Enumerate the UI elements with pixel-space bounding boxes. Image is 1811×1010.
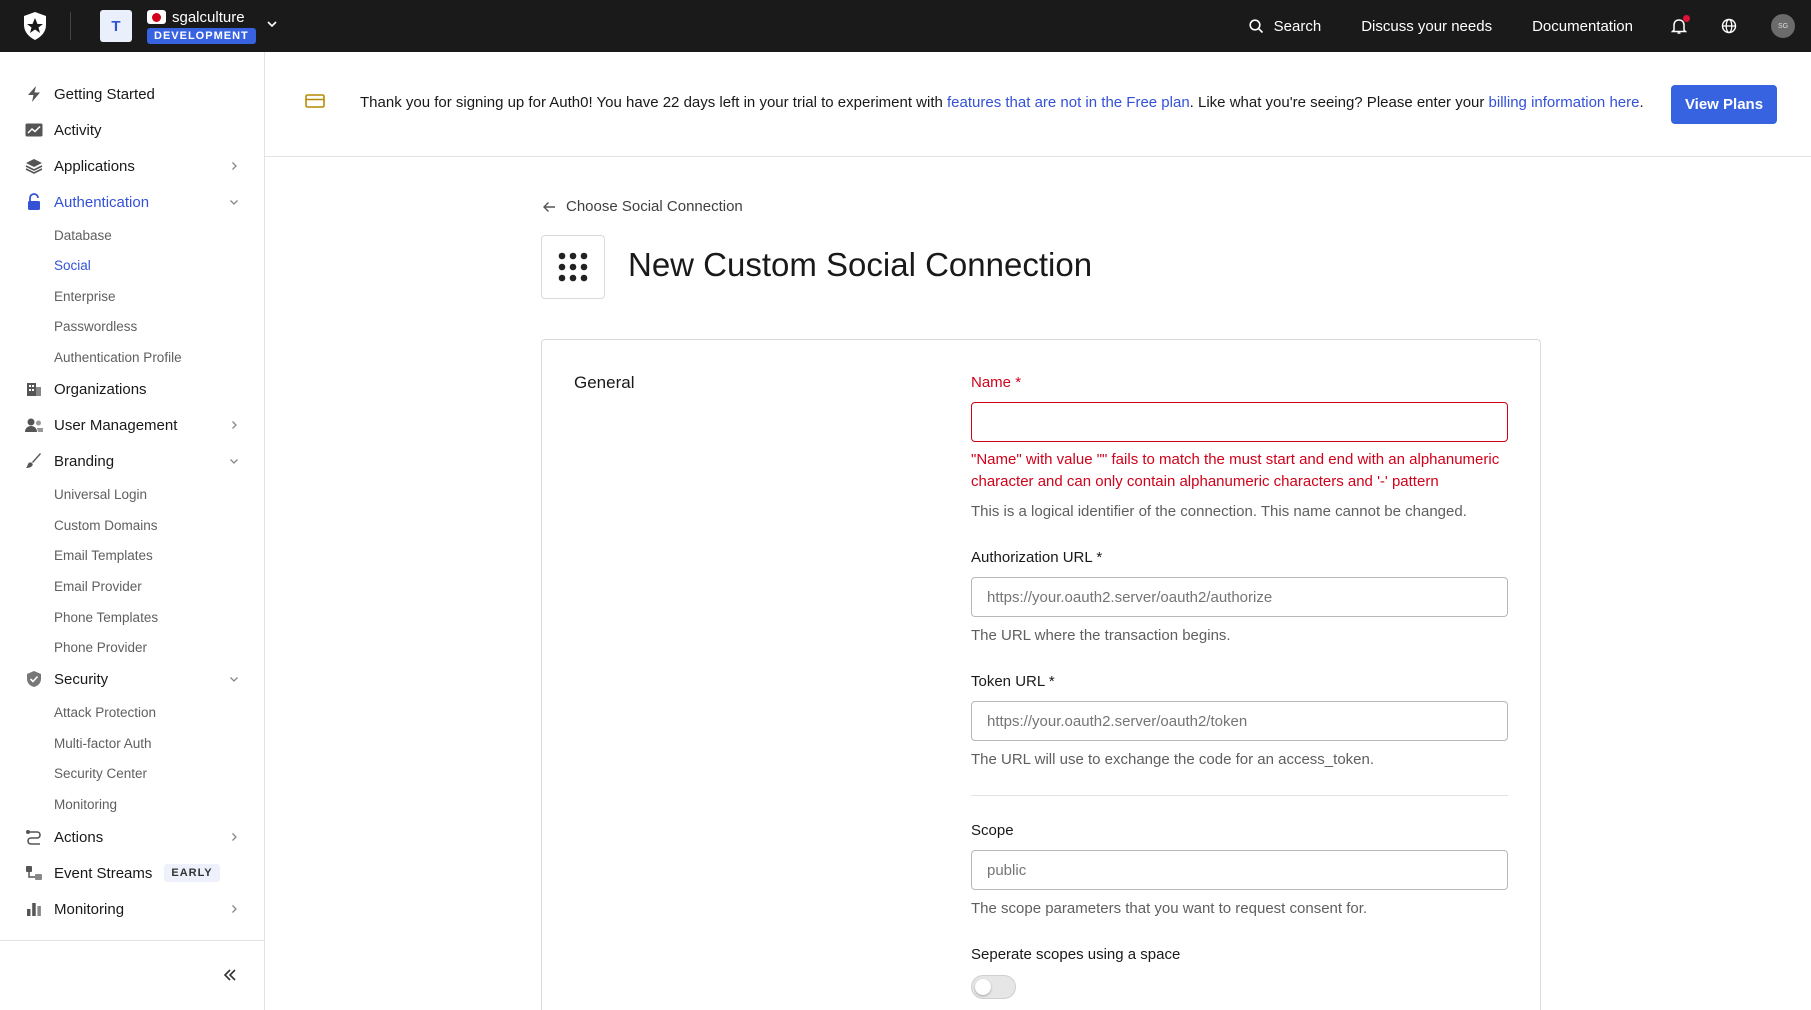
name-input[interactable]: [971, 402, 1508, 442]
sidebar-item-label: Event Streams: [54, 864, 153, 882]
sidebar-item-activity[interactable]: [0, 115, 264, 145]
auth0-logo-icon[interactable]: [0, 0, 70, 52]
bell-icon[interactable]: [1671, 18, 1687, 35]
toggle-knob: [975, 979, 991, 995]
scope-help-text: The scope parameters that you want to request consent for.: [971, 900, 1368, 917]
layers-icon: [24, 156, 44, 176]
user-avatar[interactable]: SG: [1771, 14, 1795, 38]
trial-message: [360, 94, 1644, 111]
sidebar-item-monitoring[interactable]: [0, 894, 264, 924]
sidebar-item-getting-started[interactable]: [0, 79, 264, 109]
scope-input[interactable]: [971, 850, 1508, 890]
collapse-sidebar-icon[interactable]: [218, 963, 242, 987]
search-button[interactable]: [1249, 18, 1322, 35]
back-to-choose-social-connection[interactable]: [543, 198, 743, 215]
separate-scopes-label: Seperate scopes using a space: [971, 946, 1181, 963]
form-divider: [971, 795, 1508, 796]
chevron-down-icon: [226, 194, 242, 210]
chevron-down-icon: [226, 453, 242, 469]
sidebar-subitem-email-provider[interactable]: Email Provider: [54, 578, 142, 594]
building-icon: [24, 379, 44, 399]
environment-badge: DEVELOPMENT: [147, 28, 256, 44]
scope-label: Scope: [971, 822, 1014, 839]
sidebar-item-label: Applications: [54, 157, 135, 175]
sidebar-subitem-universal-login[interactable]: Universal Login: [54, 486, 148, 502]
custom-connection-grid-icon: [541, 235, 605, 299]
sidebar-subitem-email-templates[interactable]: Email Templates: [54, 547, 153, 563]
actions-flow-icon: [24, 827, 44, 847]
sidebar-subitem-security-center[interactable]: Security Center: [54, 765, 148, 781]
arrow-left-icon: [543, 201, 556, 213]
sidebar: [0, 52, 265, 1010]
chevron-right-icon: [226, 417, 242, 433]
sidebar-item-label: Authentication: [54, 193, 150, 211]
sidebar-footer: [0, 940, 264, 1010]
page-title: New Custom Social Connection: [628, 246, 1093, 283]
sidebar-item-branding[interactable]: [0, 446, 264, 476]
sidebar-subitem-authentication-profile[interactable]: Authentication Profile: [54, 349, 182, 365]
required-marker: *: [1096, 549, 1103, 566]
required-marker: *: [1015, 374, 1022, 391]
trial-text: Thank you for signing up for Auth0! You have 22 days left in your trial to experiment with: [360, 94, 948, 111]
sidebar-item-label: Organizations: [54, 380, 147, 398]
sidebar-subitem-monitoring[interactable]: Monitoring: [54, 796, 118, 812]
lightning-icon: [24, 84, 44, 104]
globe-icon[interactable]: [1721, 18, 1737, 34]
name-label-text: Name: [971, 374, 1012, 391]
chevron-right-icon: [226, 158, 242, 174]
free-plan-features-link[interactable]: features that are not in the Free plan: [947, 94, 1190, 111]
search-icon: [1249, 19, 1264, 34]
sidebar-item-label: Monitoring: [54, 900, 125, 918]
lock-icon: [24, 192, 44, 212]
name-error-message: "Name" with value "" fails to match the must start and end with an alphanumeric character and can only contain alphanumeric characters and '-' pattern: [971, 451, 1500, 490]
notification-dot: [1683, 15, 1690, 22]
japan-flag-icon: [147, 10, 166, 24]
activity-chart-icon: [24, 120, 44, 140]
sidebar-item-label: Getting Started: [54, 85, 155, 103]
credit-card-icon: [305, 93, 325, 114]
sidebar-item-actions[interactable]: [0, 822, 264, 852]
authorization-url-help-text: The URL where the transaction begins.: [971, 627, 1231, 644]
sidebar-subitem-phone-provider[interactable]: Phone Provider: [54, 639, 148, 655]
sidebar-item-security[interactable]: [0, 664, 264, 694]
chevron-down-icon[interactable]: [266, 17, 278, 35]
shield-icon: [24, 669, 44, 689]
authorization-url-label-text: Authorization URL: [971, 549, 1093, 566]
tenant-avatar: T: [100, 10, 132, 42]
sidebar-item-organizations[interactable]: [0, 374, 264, 404]
sidebar-item-user-management[interactable]: [0, 410, 264, 440]
sidebar-subitem-database[interactable]: Database: [54, 227, 112, 243]
trial-text: . Like what you're seeing? Please enter your: [1189, 94, 1489, 111]
sidebar-subitem-attack-protection[interactable]: Attack Protection: [54, 704, 157, 720]
paintbrush-icon: [24, 451, 44, 471]
required-marker: *: [1048, 673, 1055, 690]
tenant-switcher[interactable]: [100, 9, 278, 44]
sidebar-item-authentication[interactable]: [0, 187, 264, 217]
top-bar: [0, 0, 1811, 52]
authorization-url-input[interactable]: [971, 577, 1508, 617]
sidebar-item-label: Actions: [54, 828, 104, 846]
event-streams-icon: [24, 863, 44, 883]
billing-information-link[interactable]: billing information here: [1488, 94, 1640, 111]
sidebar-subitem-passwordless[interactable]: Passwordless: [54, 318, 138, 334]
users-icon: [24, 415, 44, 435]
token-url-label-text: Token URL: [971, 673, 1045, 690]
sidebar-item-applications[interactable]: [0, 151, 264, 181]
sidebar-item-label: Branding: [54, 452, 115, 470]
discuss-needs-link[interactable]: Discuss your needs: [1361, 17, 1493, 35]
tenant-name: sgalculture: [172, 8, 245, 26]
bar-chart-icon: [24, 899, 44, 919]
token-url-help-text: The URL will use to exchange the code for an access_token.: [971, 751, 1375, 768]
separate-scopes-toggle[interactable]: [971, 975, 1016, 999]
chevron-right-icon: [226, 901, 242, 917]
sidebar-item-label: Security: [54, 670, 109, 688]
search-label: Search: [1273, 17, 1322, 35]
documentation-link[interactable]: Documentation: [1532, 17, 1633, 35]
authorization-url-label: [971, 549, 1102, 566]
name-help-text: This is a logical identifier of the connection. This name cannot be changed.: [971, 503, 1467, 520]
chevron-down-icon: [226, 671, 242, 687]
back-link-label: Choose Social Connection: [566, 198, 743, 215]
trial-text: .: [1639, 94, 1644, 111]
topbar-divider: [70, 12, 71, 40]
section-title-general: General: [574, 373, 635, 392]
name-field-label: [971, 374, 1021, 391]
sidebar-subitem-custom-domains[interactable]: Custom Domains: [54, 517, 158, 533]
sidebar-subitem-enterprise[interactable]: Enterprise: [54, 288, 116, 304]
early-badge: EARLY: [164, 864, 219, 882]
trial-banner: [265, 52, 1811, 157]
view-plans-button[interactable]: View Plans: [1671, 85, 1777, 124]
sidebar-subitem-social[interactable]: Social: [54, 257, 91, 273]
sidebar-item-event-streams[interactable]: [0, 858, 264, 888]
sidebar-subitem-multi-factor-auth[interactable]: Multi-factor Auth: [54, 735, 152, 751]
sidebar-subitem-phone-templates[interactable]: Phone Templates: [54, 609, 159, 625]
sidebar-item-label: Activity: [54, 121, 102, 139]
token-url-input[interactable]: [971, 701, 1508, 741]
chevron-right-icon: [226, 829, 242, 845]
token-url-label: [971, 673, 1055, 690]
sidebar-item-label: User Management: [54, 416, 178, 434]
